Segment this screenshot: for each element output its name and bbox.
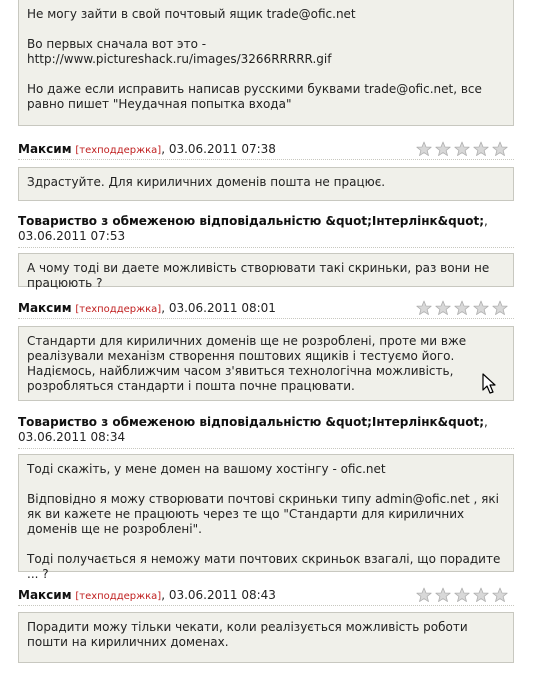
message-body (18, 612, 514, 663)
message-paragraph: А чому тоді ви даете можливість створювати такі скриньки, раз вони не працюють ? (27, 261, 494, 290)
message-body (18, 253, 514, 290)
message-header (18, 214, 514, 248)
author-name: Максим (18, 588, 72, 602)
message-header (18, 301, 514, 319)
role-badge: [техподдержка] (75, 304, 162, 315)
role-badge: [техподдержка] (75, 145, 162, 156)
star-icon[interactable] (435, 587, 451, 603)
star-icon[interactable] (454, 141, 470, 157)
message-paragraph: Тоді получається я неможу мати почтових скриньок взагалі, що порадите ... ? (27, 552, 505, 581)
star-icon[interactable] (473, 300, 489, 316)
star-icon[interactable] (416, 300, 432, 316)
message-paragraph: Стандарти для кириличних доменів ще не розроблені, проте ми вже реалізували механізм створення поштових ящиків і тестуємо його. Надіємось, найближчим часом з'явиться технологічна можливість, розробляться стандарти і пошта почне працювати. (27, 334, 471, 393)
message-paragraph: Тоді скажіть, у мене домен на вашому хостінгу - ofic.net (27, 462, 386, 476)
message-paragraph: Здрастуйте. Для кириличних доменів пошта не працює. (27, 175, 386, 189)
message-header (18, 142, 514, 160)
message-header (18, 588, 514, 606)
star-icon[interactable] (492, 300, 508, 316)
message-header (18, 415, 514, 449)
star-icon[interactable] (435, 300, 451, 316)
date-separator: , (484, 214, 488, 228)
message-paragraph: Но даже если исправить написав русскими буквами trade@ofic.net, все равно пишет "Неудачная попытка входа" (27, 82, 486, 111)
author-name: Товариство з обмеженою відповідальністю &quot;Інтерлінк&quot; (18, 415, 485, 429)
date-separator: , (484, 415, 488, 429)
message-date: 03.06.2011 07:53 (18, 229, 126, 243)
message-date: , 03.06.2011 07:38 (161, 142, 276, 156)
message-body (18, 0, 514, 126)
message-date: , 03.06.2011 08:43 (161, 588, 276, 602)
message-paragraph: Не могу зайти в свой почтовый ящик trade@ofic.net (27, 7, 356, 21)
message-paragraph: Відповідно я можу створювати почтові скриньки типу admin@ofic.net , які як ви кажете не працюють через те що "Стандарти для кириличних доменів ще не розроблені". (27, 492, 503, 536)
message-paragraph: Во первых сначала вот это - http://www.pictureshack.ru/images/3266RRRRR.gif (27, 37, 332, 66)
star-icon[interactable] (492, 141, 508, 157)
rating-stars[interactable] (416, 300, 508, 316)
star-icon[interactable] (435, 141, 451, 157)
role-badge: [техподдержка] (75, 591, 162, 602)
message-body (18, 454, 514, 581)
message-date: , 03.06.2011 08:01 (161, 301, 276, 315)
message-body (18, 167, 514, 201)
message-date: 03.06.2011 08:34 (18, 430, 126, 444)
message-paragraph: Порадити можу тільки чекати, коли реалізується можливість роботи пошти на кириличних доменах. (27, 620, 472, 649)
author-name: Максим (18, 142, 72, 156)
star-icon[interactable] (454, 587, 470, 603)
mouse-pointer-icon (482, 373, 498, 395)
star-icon[interactable] (416, 141, 432, 157)
star-icon[interactable] (492, 587, 508, 603)
star-icon[interactable] (473, 141, 489, 157)
rating-stars[interactable] (416, 587, 508, 603)
star-icon[interactable] (454, 300, 470, 316)
star-icon[interactable] (416, 587, 432, 603)
star-icon[interactable] (473, 587, 489, 603)
message-body (18, 326, 514, 401)
author-name: Товариство з обмеженою відповідальністю &quot;Інтерлінк&quot; (18, 214, 485, 228)
rating-stars[interactable] (416, 141, 508, 157)
author-name: Максим (18, 301, 72, 315)
